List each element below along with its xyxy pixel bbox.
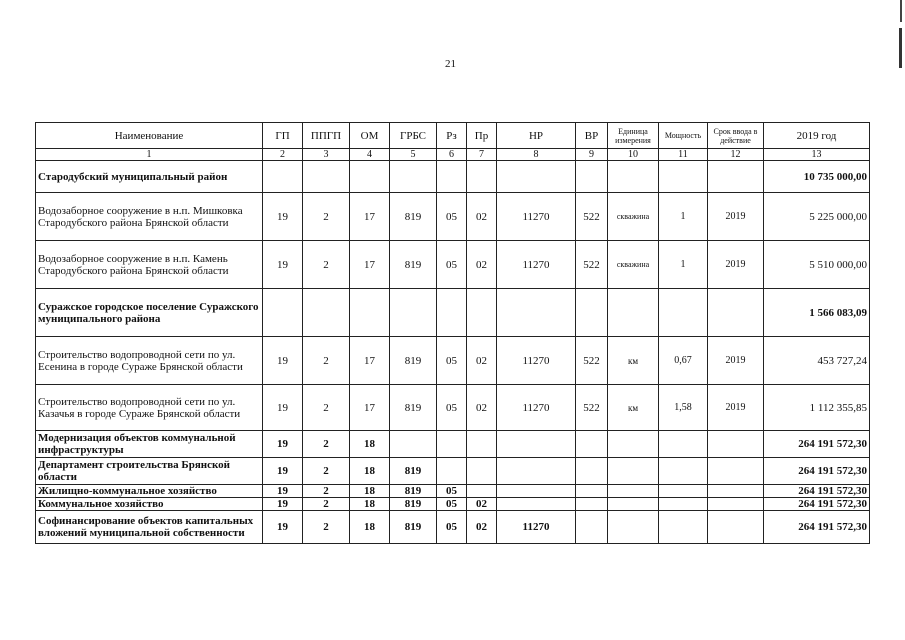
cell-unit — [608, 485, 659, 498]
cell-grbs: 819 — [390, 337, 437, 385]
cell-grbs: 819 — [390, 241, 437, 289]
cell-grbs — [390, 289, 437, 337]
cell-amount: 264 191 572,30 — [764, 485, 870, 498]
cell-pr — [467, 161, 497, 193]
column-number: 2 — [263, 149, 303, 161]
header-name: Наименование — [36, 123, 263, 149]
column-number: 12 — [708, 149, 764, 161]
cell-power — [659, 498, 708, 511]
cell-ppgp — [303, 161, 350, 193]
table-row — [36, 289, 870, 337]
cell-nr: 11270 — [497, 241, 576, 289]
cell-year: 2019 — [708, 193, 764, 241]
cell-amount: 5 225 000,00 — [764, 193, 870, 241]
cell-grbs — [390, 161, 437, 193]
table-row — [36, 458, 870, 485]
cell-vr — [576, 458, 608, 485]
column-number: 8 — [497, 149, 576, 161]
cell-nr: 11270 — [497, 511, 576, 544]
cell-year: 2019 — [708, 337, 764, 385]
cell-ppgp: 2 — [303, 385, 350, 431]
cell-om: 18 — [350, 458, 390, 485]
header-unit: Единица измерения — [608, 123, 659, 149]
cell-gp: 19 — [263, 485, 303, 498]
cell-gp: 19 — [263, 193, 303, 241]
column-number: 11 — [659, 149, 708, 161]
cell-rz: 05 — [437, 193, 467, 241]
budget-table — [35, 122, 870, 544]
column-number: 5 — [390, 149, 437, 161]
page-number: 21 — [445, 58, 456, 70]
cell-vr: 522 — [576, 385, 608, 431]
cell-nr — [497, 458, 576, 485]
cell-vr: 522 — [576, 337, 608, 385]
header-grbs: ГРБС — [390, 123, 437, 149]
column-number: 10 — [608, 149, 659, 161]
column-number: 4 — [350, 149, 390, 161]
cell-amount: 264 191 572,30 — [764, 458, 870, 485]
cell-nr — [497, 289, 576, 337]
cell-pr: 02 — [467, 241, 497, 289]
cell-unit — [608, 431, 659, 458]
cell-amount: 5 510 000,00 — [764, 241, 870, 289]
cell-rz: 05 — [437, 385, 467, 431]
cell-vr — [576, 289, 608, 337]
cell-om — [350, 289, 390, 337]
header-rz: Рз — [437, 123, 467, 149]
table-row — [36, 385, 870, 431]
cell-unit — [608, 498, 659, 511]
cell-vr — [576, 498, 608, 511]
cell-unit — [608, 511, 659, 544]
cell-amount: 1 112 355,85 — [764, 385, 870, 431]
page-edge-mark — [900, 0, 902, 22]
cell-amount: 10 735 000,00 — [764, 161, 870, 193]
cell-power — [659, 511, 708, 544]
cell-om: 18 — [350, 485, 390, 498]
cell-gp: 19 — [263, 498, 303, 511]
cell-name: Департамент строительства Брянской области — [36, 458, 263, 485]
column-number: 3 — [303, 149, 350, 161]
cell-rz — [437, 431, 467, 458]
cell-unit — [608, 161, 659, 193]
table-row — [36, 337, 870, 385]
cell-rz: 05 — [437, 485, 467, 498]
cell-amount: 264 191 572,30 — [764, 511, 870, 544]
cell-pr — [467, 431, 497, 458]
cell-name: Модернизация объектов коммунальной инфраструктуры — [36, 431, 263, 458]
cell-unit — [608, 458, 659, 485]
cell-power — [659, 161, 708, 193]
cell-gp: 19 — [263, 385, 303, 431]
header-om: ОМ — [350, 123, 390, 149]
cell-grbs: 819 — [390, 458, 437, 485]
column-number: 9 — [576, 149, 608, 161]
cell-gp — [263, 289, 303, 337]
cell-year — [708, 498, 764, 511]
cell-nr: 11270 — [497, 337, 576, 385]
table-row — [36, 241, 870, 289]
cell-rz: 05 — [437, 337, 467, 385]
cell-rz — [437, 161, 467, 193]
cell-om: 18 — [350, 498, 390, 511]
cell-pr: 02 — [467, 337, 497, 385]
cell-nr — [497, 485, 576, 498]
cell-om: 18 — [350, 431, 390, 458]
cell-pr: 02 — [467, 498, 497, 511]
cell-name: Стародубский муниципальный район — [36, 161, 263, 193]
page-edge-mark — [899, 28, 902, 68]
cell-om: 17 — [350, 337, 390, 385]
cell-gp — [263, 161, 303, 193]
cell-ppgp: 2 — [303, 458, 350, 485]
cell-grbs: 819 — [390, 193, 437, 241]
cell-rz — [437, 289, 467, 337]
table-header-row — [36, 123, 870, 149]
column-numbers-row — [36, 149, 870, 161]
cell-nr — [497, 498, 576, 511]
cell-power — [659, 458, 708, 485]
cell-om: 17 — [350, 385, 390, 431]
cell-gp: 19 — [263, 431, 303, 458]
table-row — [36, 193, 870, 241]
cell-year — [708, 485, 764, 498]
header-vr: ВР — [576, 123, 608, 149]
cell-name: Софинансирование объектов капитальных вложений муниципальной собственности — [36, 511, 263, 544]
cell-grbs: 819 — [390, 498, 437, 511]
cell-nr — [497, 161, 576, 193]
cell-unit: км — [608, 337, 659, 385]
cell-om: 18 — [350, 511, 390, 544]
cell-year — [708, 458, 764, 485]
cell-gp: 19 — [263, 337, 303, 385]
table-row — [36, 161, 870, 193]
cell-year — [708, 289, 764, 337]
header-power: Мощность — [659, 123, 708, 149]
cell-amount: 453 727,24 — [764, 337, 870, 385]
cell-year — [708, 511, 764, 544]
cell-power — [659, 289, 708, 337]
header-year-2019: 2019 год — [764, 123, 870, 149]
cell-nr: 11270 — [497, 385, 576, 431]
cell-om — [350, 161, 390, 193]
cell-gp: 19 — [263, 511, 303, 544]
cell-rz — [437, 458, 467, 485]
cell-power — [659, 485, 708, 498]
cell-ppgp: 2 — [303, 431, 350, 458]
header-nr: НР — [497, 123, 576, 149]
cell-amount: 264 191 572,30 — [764, 498, 870, 511]
cell-rz: 05 — [437, 241, 467, 289]
cell-om: 17 — [350, 193, 390, 241]
table-row — [36, 485, 870, 498]
table-body — [36, 149, 870, 544]
cell-ppgp — [303, 289, 350, 337]
cell-name: Водозаборное сооружение в н.п. Камень Стародубского района Брянской области — [36, 241, 263, 289]
cell-gp: 19 — [263, 458, 303, 485]
cell-pr: 02 — [467, 511, 497, 544]
cell-unit: скважина — [608, 193, 659, 241]
cell-nr — [497, 431, 576, 458]
cell-ppgp: 2 — [303, 193, 350, 241]
cell-name: Строительство водопроводной сети по ул. Есенина в городе Сураже Брянской области — [36, 337, 263, 385]
header-commissioning: Срок ввода в действие — [708, 123, 764, 149]
cell-pr — [467, 289, 497, 337]
column-number: 6 — [437, 149, 467, 161]
cell-year — [708, 161, 764, 193]
cell-name: Строительство водопроводной сети по ул. Казачья в городе Сураже Брянской области — [36, 385, 263, 431]
column-number: 13 — [764, 149, 870, 161]
cell-vr — [576, 511, 608, 544]
table-row — [36, 431, 870, 458]
header-gp: ГП — [263, 123, 303, 149]
cell-power: 0,67 — [659, 337, 708, 385]
cell-om: 17 — [350, 241, 390, 289]
cell-name: Суражское городское поселение Суражского муниципального района — [36, 289, 263, 337]
cell-vr — [576, 431, 608, 458]
cell-unit — [608, 289, 659, 337]
cell-ppgp: 2 — [303, 241, 350, 289]
cell-vr: 522 — [576, 241, 608, 289]
cell-name: Коммунальное хозяйство — [36, 498, 263, 511]
cell-grbs: 819 — [390, 511, 437, 544]
cell-nr: 11270 — [497, 193, 576, 241]
cell-ppgp: 2 — [303, 337, 350, 385]
cell-grbs: 819 — [390, 485, 437, 498]
table-row — [36, 498, 870, 511]
cell-grbs — [390, 431, 437, 458]
column-number: 1 — [36, 149, 263, 161]
cell-name: Жилищно-коммунальное хозяйство — [36, 485, 263, 498]
cell-name: Водозаборное сооружение в н.п. Мишковка Стародубского района Брянской области — [36, 193, 263, 241]
column-number: 7 — [467, 149, 497, 161]
cell-gp: 19 — [263, 241, 303, 289]
cell-ppgp: 2 — [303, 498, 350, 511]
cell-year: 2019 — [708, 241, 764, 289]
cell-year — [708, 431, 764, 458]
cell-vr — [576, 161, 608, 193]
cell-pr: 02 — [467, 193, 497, 241]
cell-ppgp: 2 — [303, 511, 350, 544]
cell-year: 2019 — [708, 385, 764, 431]
cell-amount: 264 191 572,30 — [764, 431, 870, 458]
cell-grbs: 819 — [390, 385, 437, 431]
cell-unit: скважина — [608, 241, 659, 289]
cell-rz: 05 — [437, 511, 467, 544]
header-ppgp: ППГП — [303, 123, 350, 149]
cell-amount: 1 566 083,09 — [764, 289, 870, 337]
cell-unit: км — [608, 385, 659, 431]
cell-power — [659, 431, 708, 458]
header-pr: Пр — [467, 123, 497, 149]
cell-power: 1,58 — [659, 385, 708, 431]
cell-pr: 02 — [467, 385, 497, 431]
table-row — [36, 511, 870, 544]
cell-rz: 05 — [437, 498, 467, 511]
cell-power: 1 — [659, 241, 708, 289]
cell-power: 1 — [659, 193, 708, 241]
cell-vr — [576, 485, 608, 498]
cell-ppgp: 2 — [303, 485, 350, 498]
cell-pr — [467, 458, 497, 485]
cell-pr — [467, 485, 497, 498]
cell-vr: 522 — [576, 193, 608, 241]
